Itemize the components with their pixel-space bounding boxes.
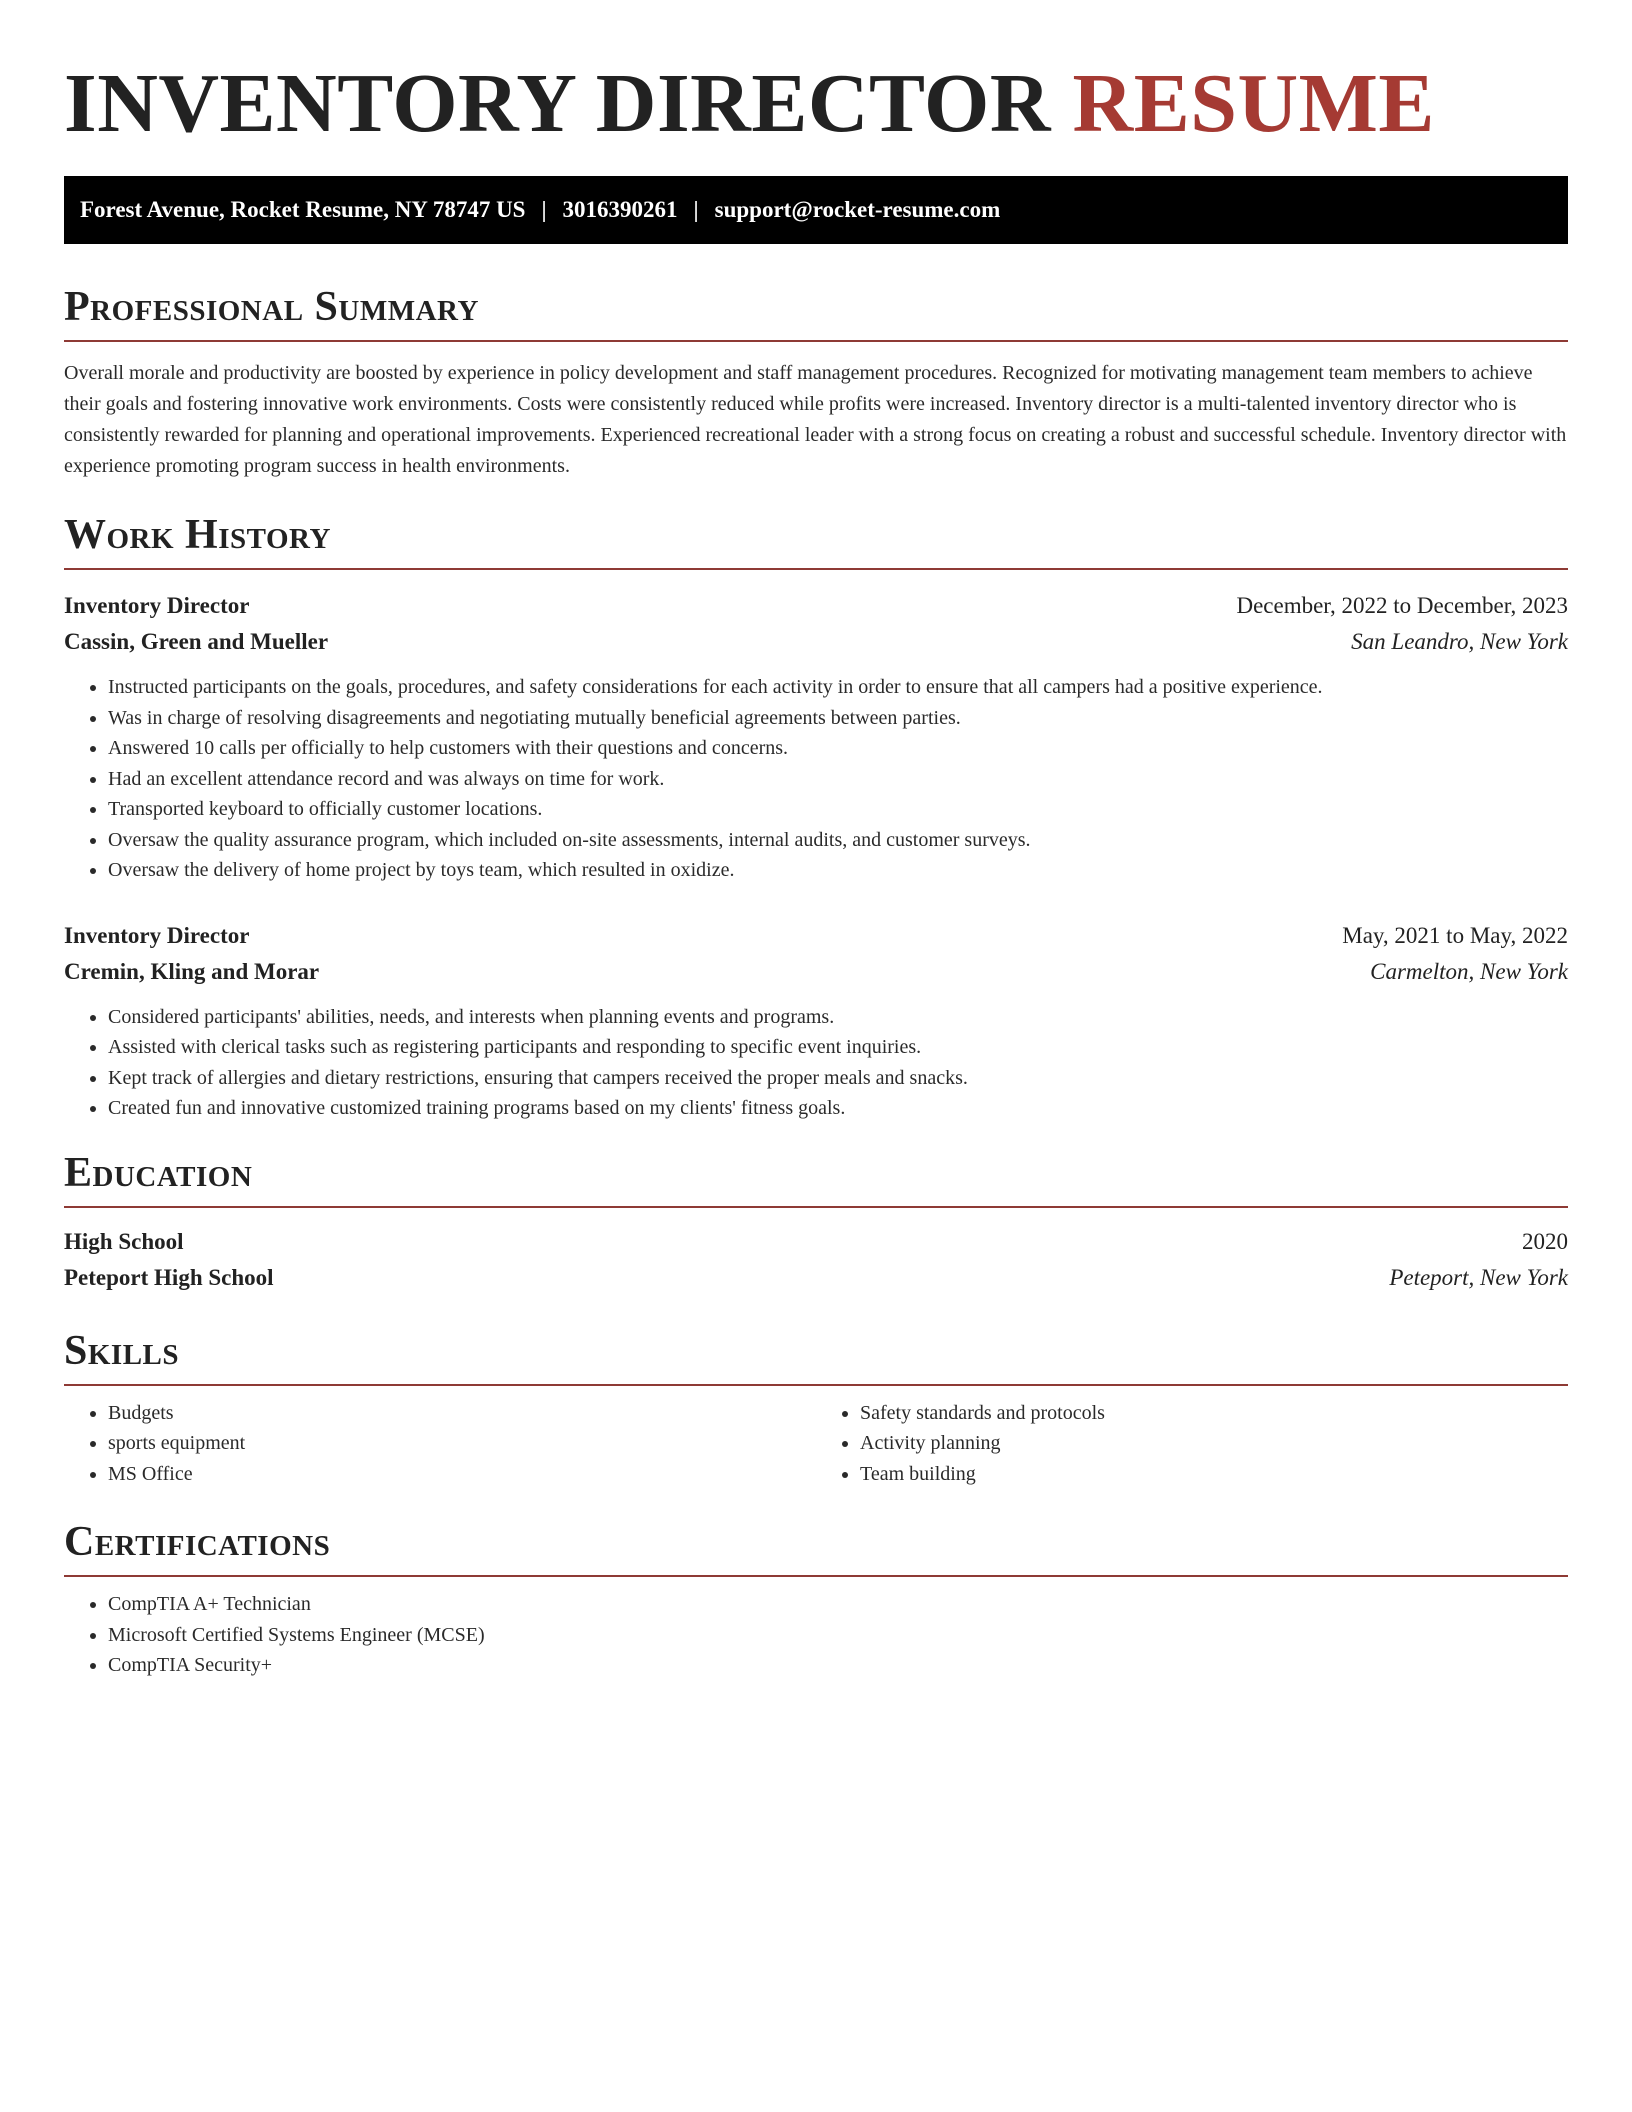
job-dates: May, 2021 to May, 2022 bbox=[1342, 922, 1568, 948]
job-title-row bbox=[64, 918, 1568, 954]
job-bullet: • Considered participants' abilities, needs, and interests when planning events and programs. bbox=[108, 1002, 1568, 1033]
education-degree: High School bbox=[64, 1228, 184, 1254]
job-title: Inventory Director bbox=[64, 593, 250, 618]
job-bullet: • Oversaw the quality assurance program, which included on-site assessments, internal audits, and customer surveys. bbox=[108, 825, 1568, 856]
work-history-section bbox=[64, 510, 1568, 1124]
section-heading-summary: Professional Summary bbox=[64, 282, 1568, 342]
education-section bbox=[64, 1148, 1568, 1296]
skill-item: • Safety standards and protocols bbox=[860, 1398, 1568, 1429]
job-entry bbox=[64, 918, 1568, 1124]
job-bullet: • Kept track of allergies and dietary restrictions, ensuring that campers received the proper meals and snacks. bbox=[108, 1063, 1568, 1094]
certification-item: • Microsoft Certified Systems Engineer (MCSE) bbox=[108, 1620, 1568, 1651]
section-heading-certifications: Certifications bbox=[64, 1517, 1568, 1577]
title-main: INVENTORY DIRECTOR bbox=[64, 57, 1052, 150]
education-degree-row bbox=[64, 1224, 1568, 1260]
skill-item: • Team building bbox=[860, 1459, 1568, 1490]
job-company: Cassin, Green and Mueller bbox=[64, 629, 329, 654]
education-school: Peteport High School bbox=[64, 1264, 274, 1290]
job-bullet: • Oversaw the delivery of home project by toys team, which resulted in oxidize. bbox=[108, 855, 1568, 886]
contact-separator: | bbox=[541, 197, 547, 222]
certification-item: • CompTIA A+ Technician bbox=[108, 1589, 1568, 1620]
job-dates: December, 2022 to December, 2023 bbox=[1236, 593, 1568, 618]
job-bullet: • Was in charge of resolving disagreements and negotiating mutually beneficial agreements between parties. bbox=[108, 703, 1568, 734]
job-bullet: • Transported keyboard to officially customer locations. bbox=[108, 794, 1568, 825]
contact-separator: | bbox=[693, 197, 699, 222]
skill-item: • MS Office bbox=[108, 1459, 816, 1490]
job-company-row bbox=[64, 954, 1568, 990]
job-company-row bbox=[64, 624, 1568, 660]
skill-item: • Budgets bbox=[108, 1398, 816, 1429]
skills-section bbox=[64, 1326, 1568, 1490]
job-bullet: • Created fun and innovative customized training programs based on my clients' fitness goals. bbox=[108, 1093, 1568, 1124]
job-location: Carmelton, New York bbox=[1370, 958, 1568, 984]
contact-email: support@rocket-resume.com bbox=[714, 197, 1001, 222]
skill-item: • sports equipment bbox=[108, 1428, 816, 1459]
section-heading-education: Education bbox=[64, 1148, 1568, 1208]
job-bullet: • Had an excellent attendance record and was always on time for work. bbox=[108, 764, 1568, 795]
skills-grid bbox=[64, 1398, 1568, 1490]
summary-section bbox=[64, 282, 1568, 482]
job-bullets bbox=[64, 672, 1568, 886]
job-title-row bbox=[64, 588, 1568, 624]
section-heading-work-history: Work History bbox=[64, 510, 1568, 570]
skill-item: • Activity planning bbox=[860, 1428, 1568, 1459]
certifications-section bbox=[64, 1517, 1568, 1681]
job-bullets bbox=[64, 1002, 1568, 1124]
education-location: Peteport, New York bbox=[1389, 1264, 1568, 1290]
resume-title bbox=[64, 54, 1568, 154]
contact-phone: 3016390261 bbox=[562, 197, 678, 222]
job-location: San Leandro, New York bbox=[1351, 629, 1568, 654]
education-entry bbox=[64, 1224, 1568, 1296]
job-bullet: • Instructed participants on the goals, procedures, and safety considerations for each activity in order to ensure that all campers had a positive experience. bbox=[108, 672, 1568, 703]
certification-item: • CompTIA Security+ bbox=[108, 1650, 1568, 1681]
job-entry bbox=[64, 588, 1568, 886]
skills-list-left bbox=[64, 1398, 816, 1490]
summary-text: Overall morale and productivity are boosted by experience in policy development and staff management procedures. Recognized for motivating management team members to achieve their goals and fostering innovative work environments. Costs were consistently reduced while profits were increased. Inventory director is a multi-talented inventory director who is consistently rewarded for planning and operational improvements. Experienced recreational leader with a strong focus on creating a robust and successful schedule. Inventory director with experience promoting program success in health environments. bbox=[64, 362, 1567, 477]
job-bullet: • Assisted with clerical tasks such as registering participants and responding to specific event inquiries. bbox=[108, 1032, 1568, 1063]
job-bullet: • Answered 10 calls per officially to help customers with their questions and concerns. bbox=[108, 733, 1568, 764]
title-accent: RESUME bbox=[1072, 57, 1435, 150]
skills-list-right bbox=[816, 1398, 1568, 1490]
certifications-list bbox=[64, 1589, 1568, 1681]
job-company: Cremin, Kling and Morar bbox=[64, 958, 320, 984]
section-heading-skills: Skills bbox=[64, 1326, 1568, 1386]
contact-address: Forest Avenue, Rocket Resume, NY 78747 US bbox=[80, 197, 526, 222]
education-school-row bbox=[64, 1260, 1568, 1296]
contact-bar bbox=[64, 176, 1568, 244]
education-year: 2020 bbox=[1522, 1228, 1568, 1254]
job-title: Inventory Director bbox=[64, 922, 250, 948]
